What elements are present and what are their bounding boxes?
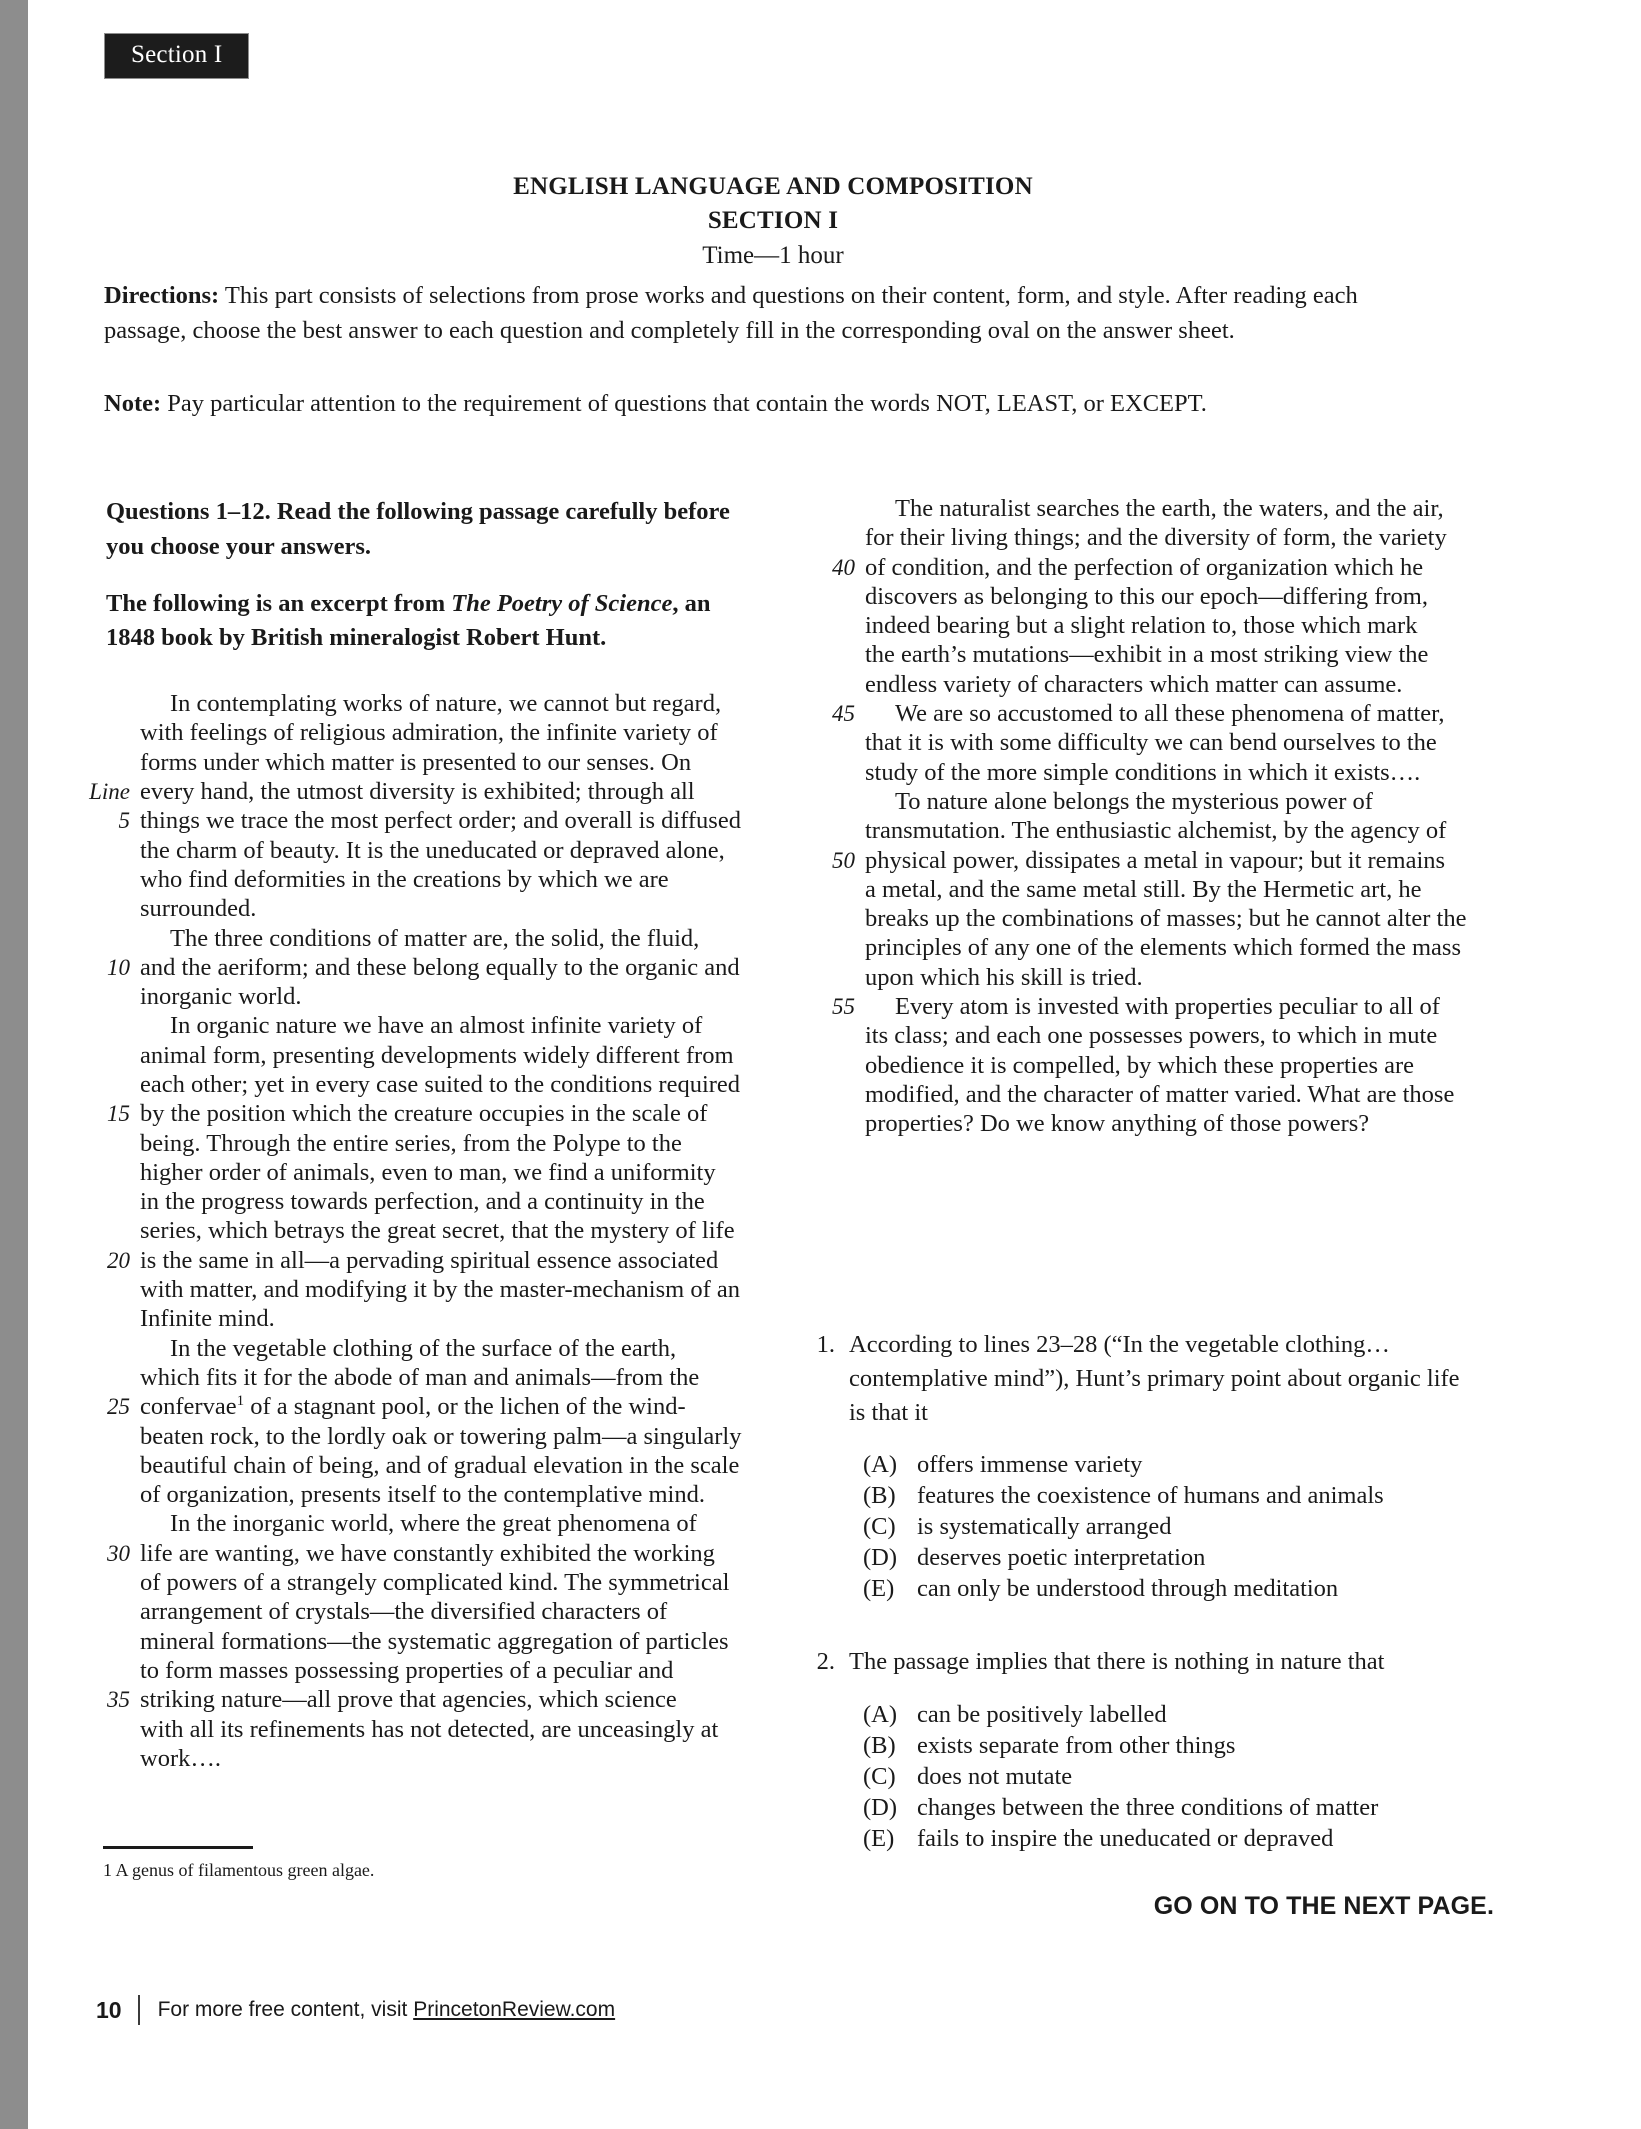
passage-line-text: who find deformities in the creations by which we are: [140, 865, 669, 893]
passage-line-text: breaks up the combinations of masses; but he cannot alter the: [865, 905, 1467, 933]
passage-line-text: principles of any one of the elements which formed the mass: [865, 934, 1461, 962]
passage-line: [78, 1364, 768, 1393]
answer-choice-label: (A): [863, 1701, 898, 1729]
passage-line: [78, 1071, 768, 1100]
passage-line-text: the charm of beauty. It is the uneducated or depraved alone,: [140, 836, 725, 864]
passage-line: [803, 847, 1493, 876]
passage-line: [78, 925, 768, 954]
passage-line-text: by the position which the creature occupies in the scale of: [140, 1100, 708, 1128]
passage-line: [803, 788, 1493, 817]
answer-choice-text: offers immense variety: [917, 1451, 1143, 1479]
passage-line: [78, 1305, 768, 1334]
passage-line-text: upon which his skill is tried.: [865, 963, 1143, 991]
passage-line: [78, 807, 768, 836]
passage-line-text: beautiful chain of being, and of gradual elevation in the scale: [140, 1451, 740, 1479]
passage-line-number: 30: [107, 1540, 130, 1566]
answer-choice-list: [863, 1448, 1493, 1603]
passage-line-text: is the same in all—a pervading spiritual essence associated: [140, 1246, 719, 1274]
passage-line: [78, 895, 768, 924]
passage-line-text: inorganic world.: [140, 983, 302, 1011]
page-title-block: [28, 170, 1518, 274]
page-edge-bleed-bar: [0, 0, 28, 2129]
passage-line: [803, 671, 1493, 700]
passage-line: [78, 1159, 768, 1188]
directions-label: Directions:: [104, 282, 220, 309]
answer-choice[interactable]: [863, 1572, 1493, 1603]
passage-line-text: animal form, presenting developments widely different from: [140, 1041, 734, 1069]
passage-line-text: for their living things; and the diversity of form, the variety: [865, 524, 1447, 552]
passage-line: [78, 1423, 768, 1452]
questions-instruction: Questions 1–12. Read the following passage carefully before you choose your answers.: [106, 498, 730, 560]
passage-line-text: confervae$^1$ of a stagnant pool, or the lichen of the wind-: [140, 1393, 686, 1421]
passage-line-text: and the aeriform; and these belong equally to the organic and: [140, 953, 740, 981]
answer-choice[interactable]: [863, 1510, 1493, 1541]
passage-line: [803, 1081, 1493, 1110]
passage-line: [803, 700, 1493, 729]
answer-choice[interactable]: [863, 1760, 1493, 1791]
answer-choice-text: is systematically arranged: [917, 1513, 1172, 1541]
passage-column-left: [78, 495, 768, 1774]
passage-line-number: 50: [832, 847, 855, 873]
answer-choice-label: (A): [863, 1451, 898, 1479]
passage-line: [803, 641, 1493, 670]
passage-line-text: things we trace the most perfect order; and overall is diffused: [140, 807, 741, 835]
answer-choice-label: (E): [863, 1825, 895, 1853]
section-tab: Section I: [104, 33, 249, 79]
passage-line-text: of condition, and the perfection of organization which he: [865, 553, 1424, 581]
passage-line-text: series, which betrays the great secret, that the mystery of life: [140, 1217, 735, 1245]
note-text: Pay particular attention to the requirement of questions that contain the words NOT, LEAST, or EXCEPT.: [161, 390, 1207, 417]
passage-line-text: a metal, and the same metal still. By the Hermetic art, he: [865, 875, 1422, 903]
passage-line: [78, 866, 768, 895]
footnote-text: 1 A genus of filamentous green algae.: [103, 1860, 375, 1880]
passage-line-text: The naturalist searches the earth, the waters, and the air,: [895, 495, 1444, 522]
passage-line-number: 20: [107, 1247, 130, 1273]
passage-line-number: 25: [107, 1394, 130, 1420]
passage-line-text: In the inorganic world, where the great phenomena of: [170, 1510, 697, 1538]
footnote-rule: [103, 1846, 253, 1849]
passage-line-text: Every atom is invested with properties peculiar to all of: [895, 993, 1440, 1021]
passage-line-text: endless variety of characters which matter can assume.: [865, 670, 1403, 698]
passage-line-text: In the vegetable clothing of the surface of the earth,: [170, 1334, 677, 1362]
passage-line-text: obedience it is compelled, by which these properties are: [865, 1051, 1415, 1079]
footer-divider: [138, 1995, 140, 2025]
passage-line: [78, 1628, 768, 1657]
passage-line: [803, 612, 1493, 641]
passage-line: [78, 778, 768, 807]
passage-line-text: We are so accustomed to all these phenomena of matter,: [895, 700, 1445, 728]
passage-line: [78, 1276, 768, 1305]
footer-blurb-text: For more free content, visit: [157, 1998, 414, 2021]
passage-line-text: to form masses possessing properties of a peculiar and: [140, 1656, 674, 1684]
passage-line: [803, 524, 1493, 553]
passage-line-number: 45: [832, 701, 855, 727]
passage-line-text: To nature alone belongs the mysterious power of: [895, 787, 1373, 815]
passage-line: [78, 719, 768, 748]
source-prefix: The following is an excerpt from: [106, 589, 452, 617]
passage-line-text: forms under which matter is presented to our senses. On: [140, 748, 692, 776]
passage-line-text: surrounded.: [140, 895, 257, 923]
note-block: [104, 386, 1439, 421]
passage-line: [78, 1540, 768, 1569]
answer-choice-label: (B): [863, 1482, 896, 1510]
passage-line-text: that it is with some difficulty we can bend ourselves to the: [865, 729, 1437, 757]
footnote-block: [78, 1846, 768, 1882]
passage-line: [803, 729, 1493, 758]
passage-line: [803, 554, 1493, 583]
passage-line: [803, 1052, 1493, 1081]
passage-line: [78, 1745, 768, 1774]
passage-line-text: every hand, the utmost diversity is exhibited; through all: [140, 778, 695, 806]
passage-line: [803, 1110, 1493, 1139]
answer-choice[interactable]: [863, 1479, 1493, 1510]
princeton-review-link[interactable]: PrincetonReview.com: [413, 1998, 616, 2021]
passage-line-text: discovers as belonging to this our epoch—differing from,: [865, 582, 1428, 610]
passage-line: [803, 964, 1493, 993]
answer-choice[interactable]: [863, 1541, 1493, 1572]
question-number: 2.: [816, 1648, 835, 1676]
page-footer: [96, 1995, 615, 2025]
passage-line-text: indeed bearing but a slight relation to, those which mark: [865, 612, 1418, 640]
answer-choice-text: exists separate from other things: [917, 1732, 1236, 1760]
passage-line-text: arrangement of crystals—the diversified characters of: [140, 1598, 668, 1626]
go-on-notice: GO ON TO THE NEXT PAGE.: [1153, 1892, 1494, 1920]
passage-line-text: properties? Do we know anything of those powers?: [865, 1110, 1370, 1138]
question-stem: The passage implies that there is nothing in nature that: [849, 1648, 1385, 1676]
passage-line-text: study of the more simple conditions in which it exists….: [865, 758, 1421, 786]
answer-choice-text: does not mutate: [917, 1763, 1073, 1791]
passage-line-text: beaten rock, to the lordly oak or towering palm—a singularly: [140, 1422, 742, 1450]
question-stem-row: [803, 1645, 1493, 1679]
footer-blurb: [158, 1998, 616, 2022]
passage-line: [78, 983, 768, 1012]
passage-line-text: with all its refinements has not detected, are unceasingly at: [140, 1715, 719, 1743]
passage-line: [78, 1716, 768, 1745]
passage-line: [78, 690, 768, 719]
passage-line-text: each other; yet in every case suited to the conditions required: [140, 1070, 741, 1098]
passage-line: [803, 817, 1493, 846]
passage-line: [803, 1022, 1493, 1051]
directions-text: This part consists of selections from prose works and questions on their content, form, and style. After reading each passage, choose the best answer to each question and completely fill in the corresponding oval on the answer sheet.: [104, 282, 1358, 345]
passage-line: [803, 905, 1493, 934]
passage-line: [78, 1335, 768, 1364]
answer-choice-label: (E): [863, 1575, 895, 1603]
answer-choice-label: (C): [863, 1763, 896, 1791]
passage-line-text: of powers of a strangely complicated kind. The symmetrical: [140, 1569, 730, 1597]
answer-choice-text: changes between the three conditions of matter: [917, 1794, 1379, 1822]
answer-choice-list: [863, 1698, 1493, 1853]
passage-line-text: The three conditions of matter are, the solid, the fluid,: [170, 924, 700, 952]
question-stem-row: [803, 1328, 1493, 1429]
passage-line: [803, 876, 1493, 905]
page-title: ENGLISH LANGUAGE AND COMPOSITION: [513, 173, 1033, 200]
answer-choice-label: (C): [863, 1513, 896, 1541]
question-item: [803, 1328, 1493, 1603]
passage-line-text: life are wanting, we have constantly exhibited the working: [140, 1539, 715, 1567]
passage-line: [78, 1247, 768, 1276]
answer-choice[interactable]: [863, 1729, 1493, 1760]
passage-line: [78, 1217, 768, 1246]
passage-line-text: with matter, and modifying it by the master-mechanism of an: [140, 1276, 740, 1304]
passage-line-text: In contemplating works of nature, we cannot but regard,: [170, 690, 722, 718]
passage-line-text: with feelings of religious admiration, the infinite variety of: [140, 719, 718, 747]
passage-line: [78, 954, 768, 983]
passage-line: [78, 1657, 768, 1686]
passage-line-text: work….: [140, 1744, 221, 1772]
passage-column-right: [803, 495, 1493, 1140]
footnote-marker: 1: [236, 1393, 245, 1410]
passage-line: [78, 1569, 768, 1598]
passage-line-number: 40: [832, 554, 855, 580]
passage-line: [78, 1686, 768, 1715]
section-title: SECTION I: [707, 206, 839, 234]
passage-line-number: 5: [118, 808, 130, 834]
time-allotment: Time—1 hour: [702, 241, 844, 269]
passage-line: [78, 1012, 768, 1041]
passage-line-text: of organization, presents itself to the contemplative mind.: [140, 1481, 705, 1509]
passage-line: [78, 1042, 768, 1071]
answer-choice[interactable]: [863, 1822, 1493, 1853]
passage-line: [803, 759, 1493, 788]
page-content: [28, 0, 1641, 2129]
passage-line: [78, 1510, 768, 1539]
passage-line: [78, 1100, 768, 1129]
passage-line-text: transmutation. The enthusiastic alchemist, by the agency of: [865, 817, 1447, 845]
passage-line-text: higher order of animals, even to man, we find a uniformity: [140, 1158, 716, 1186]
passage-line: [78, 1598, 768, 1627]
passage-line-text: its class; and each one possesses powers, to which in mute: [865, 1022, 1438, 1050]
passage-line-number: 10: [107, 954, 130, 980]
passage-line: [78, 1452, 768, 1481]
passage-line-text: the earth’s mutations—exhibit in a most striking view the: [865, 641, 1429, 669]
answer-choice-text: deserves poetic interpretation: [917, 1544, 1206, 1572]
passage-lines-left: [78, 690, 768, 1774]
passage-line: [78, 837, 768, 866]
passage-line: [78, 1481, 768, 1510]
passage-line-text: which fits it for the abode of man and animals—from the: [140, 1363, 700, 1391]
answer-choice-text: can only be understood through meditation: [917, 1575, 1339, 1603]
passage-line-text: mineral formations—the systematic aggregation of particles: [140, 1627, 729, 1655]
passage-line-text: Infinite mind.: [140, 1305, 275, 1333]
passage-lines-right: [803, 495, 1493, 1140]
answer-choice-text: features the coexistence of humans and animals: [917, 1482, 1384, 1510]
answer-choice-label: (B): [863, 1732, 896, 1760]
question-list: [803, 1328, 1493, 1895]
page-number: 10: [96, 1996, 122, 2023]
passage-line: [803, 583, 1493, 612]
passage-line-number: 35: [107, 1687, 130, 1713]
passage-line-text: striking nature—all prove that agencies, which science: [140, 1686, 677, 1714]
passage-line: [78, 1130, 768, 1159]
answer-choice-label: (D): [863, 1794, 898, 1822]
question-stem: According to lines 23–28 (“In the vegetable clothing… contemplative mind”), Hunt’s primary point about organic life is that it: [849, 1331, 1460, 1426]
passage-line-text: modified, and the character of matter varied. What are those: [865, 1080, 1455, 1108]
passage-source-line: [106, 587, 761, 657]
passage-line-number: 15: [107, 1101, 130, 1127]
question-item: [803, 1645, 1493, 1853]
answer-choice[interactable]: [863, 1448, 1493, 1479]
passage-line-text: In organic nature we have an almost infinite variety of: [170, 1012, 703, 1040]
passage-line-number: Line: [89, 779, 130, 805]
answer-choice-text: fails to inspire the uneducated or depraved: [917, 1825, 1334, 1853]
passage-line-text: physical power, dissipates a metal in vapour; but it remains: [865, 846, 1446, 874]
passage-line: [803, 993, 1493, 1022]
source-suffix: , an 1848 book by British mineralogist Robert Hunt.: [106, 589, 711, 652]
answer-choice[interactable]: [863, 1698, 1493, 1729]
answer-choice-text: can be positively labelled: [917, 1701, 1167, 1729]
passage-line: [78, 1393, 768, 1422]
passage-line: [803, 495, 1493, 524]
question-number: 1.: [816, 1331, 835, 1358]
answer-choice[interactable]: [863, 1791, 1493, 1822]
directions-block: [104, 278, 1439, 348]
passage-line: [78, 1188, 768, 1217]
passage-line-text: being. Through the entire series, from the Polype to the: [140, 1129, 682, 1157]
passage-line-text: in the progress towards perfection, and a continuity in the: [140, 1188, 705, 1216]
answer-choice-label: (D): [863, 1544, 898, 1572]
passage-line: [78, 749, 768, 778]
source-title: The Poetry of Science: [451, 589, 673, 617]
note-label: Note:: [104, 390, 162, 417]
passage-line-number: 55: [832, 994, 855, 1020]
passage-line: [803, 934, 1493, 963]
